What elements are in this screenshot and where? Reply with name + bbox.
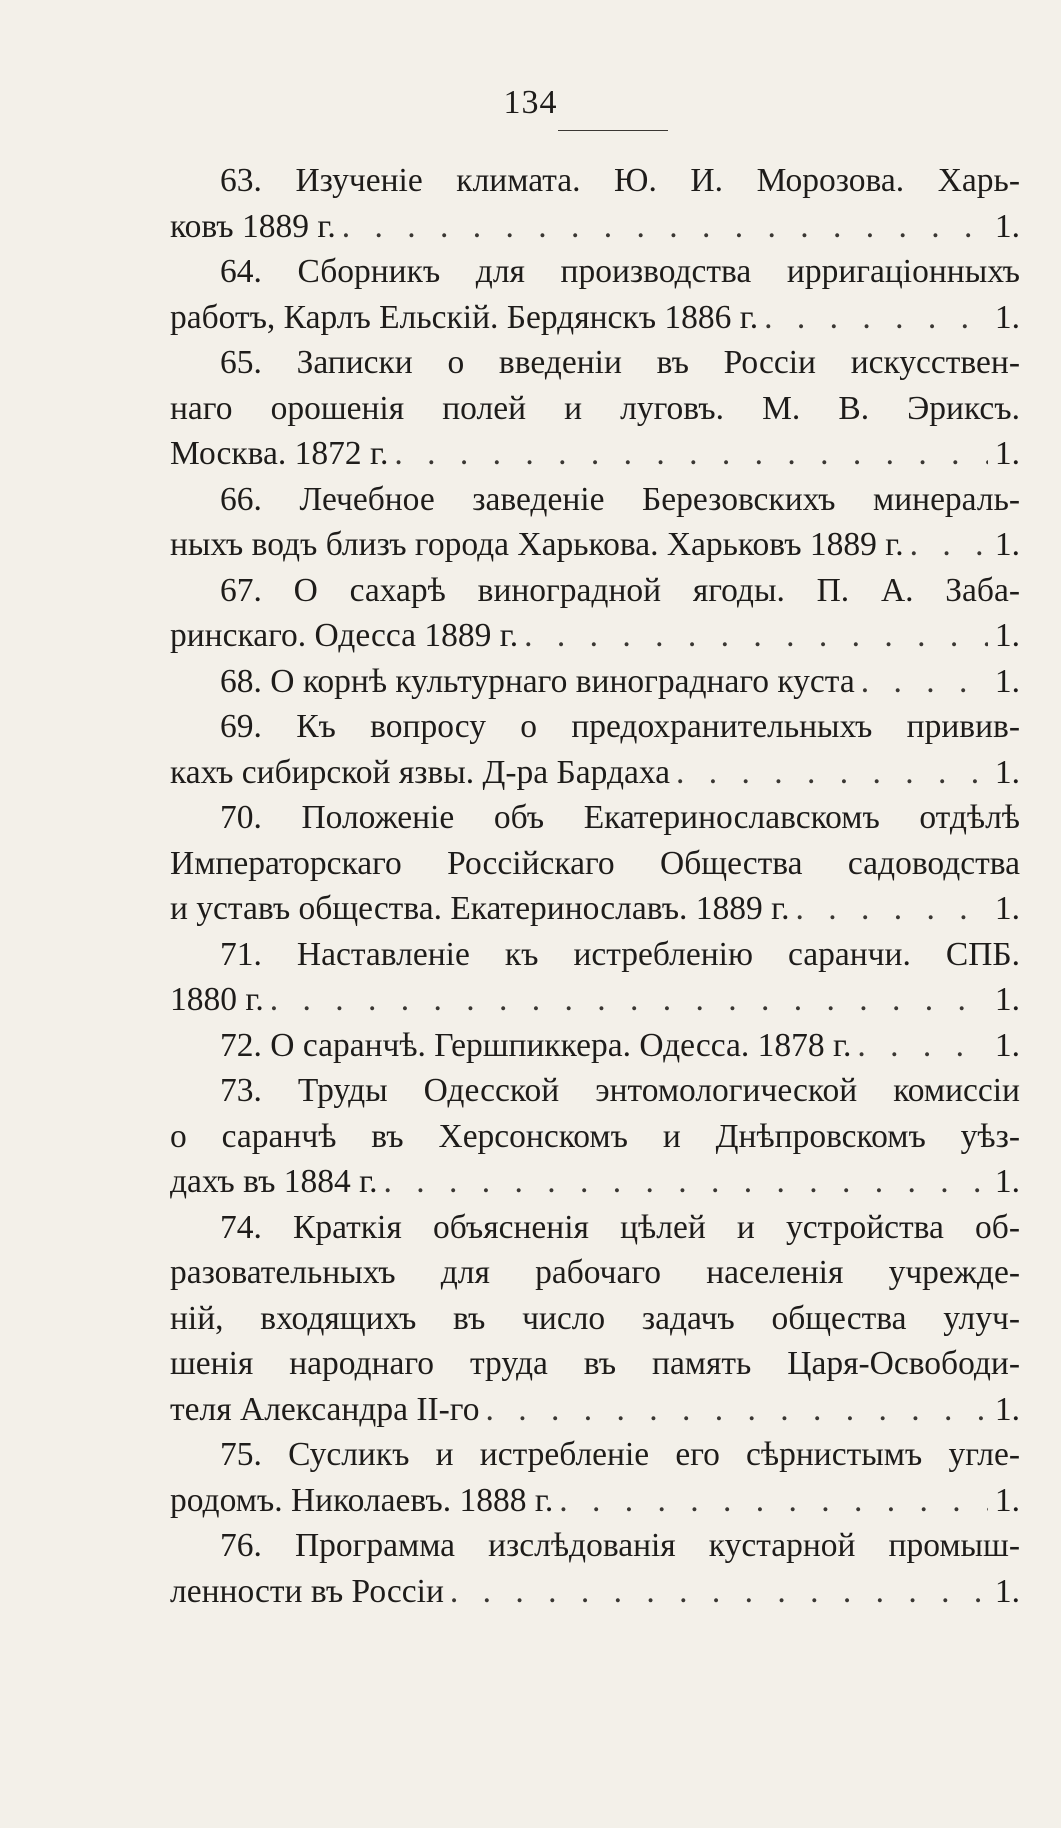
- entry-line: [170, 613, 1020, 659]
- entry-text: 67. О сахарѣ виноградной ягоды. П. А. Заба-: [220, 571, 1020, 609]
- entry-text: ленности въ Россіи: [170, 1572, 444, 1610]
- catalog-entry: [170, 1205, 1020, 1433]
- entry-line: [170, 1296, 1020, 1342]
- entry-text: ринскаго. Одесса 1889 г.: [170, 617, 519, 654]
- catalog-entry: [170, 158, 1020, 249]
- copy-count: 1.: [994, 1026, 1020, 1064]
- catalog-entry: [170, 1523, 1020, 1614]
- dot-leader: [670, 750, 988, 796]
- entry-line: [170, 522, 1020, 568]
- entry-text: теля Александра II-го: [170, 1390, 480, 1428]
- entry-line: [170, 704, 1020, 750]
- entry-line: [170, 1387, 1020, 1433]
- catalog-entry: [170, 795, 1020, 932]
- entry-text: 68. О корнѣ культурнаго винограднаго куста: [220, 662, 855, 700]
- copy-count: 1.: [994, 298, 1020, 336]
- entry-line: [170, 386, 1020, 432]
- entry-line: [170, 204, 1020, 250]
- catalog-entry: [170, 1068, 1020, 1205]
- dot-leader: [264, 977, 988, 1023]
- copy-count: 1.: [994, 617, 1020, 654]
- header-rule: [558, 130, 668, 131]
- entry-text: 74. Краткія объясненія цѣлей и устройства об-: [220, 1208, 1020, 1246]
- entry-line: [170, 1114, 1020, 1160]
- entry-text: шенія народнаго труда въ память Царя-Освободи-: [170, 1345, 1020, 1382]
- entry-line: [170, 1205, 1020, 1251]
- entry-line: [170, 249, 1020, 295]
- entry-text: 70. Положеніе объ Екатеринославскомъ отдѣлѣ: [220, 799, 1020, 836]
- page-number: 134: [503, 84, 558, 121]
- dot-leader: [444, 1569, 988, 1615]
- entry-text: ныхъ водъ близъ города Харькова. Харьковъ 1889 г.: [170, 526, 904, 563]
- entry-text: разовательныхъ для рабочаго населенія учрежде-: [170, 1254, 1020, 1291]
- entry-line: [170, 1023, 1020, 1069]
- entry-text: кахъ сибирской язвы. Д-ра Бардаха: [170, 753, 671, 791]
- dot-leader: [851, 1023, 988, 1069]
- copy-count: 1.: [994, 1572, 1020, 1610]
- copy-count: 1.: [994, 207, 1020, 245]
- entry-line: [170, 1569, 1020, 1615]
- entry-line: [170, 477, 1020, 523]
- copy-count: 1.: [994, 890, 1020, 927]
- entry-text: Императорскаго Россійскаго Общества садоводства: [170, 844, 1020, 882]
- copy-count: 1.: [994, 526, 1020, 563]
- entry-line: [170, 1068, 1020, 1114]
- copy-count: 1.: [994, 435, 1020, 472]
- entry-text: родомъ. Николаевъ. 1888 г.: [170, 1481, 554, 1519]
- catalog-entries: [170, 158, 1020, 1614]
- entry-text: 73. Труды Одесской энтомологической комиссіи: [220, 1072, 1020, 1109]
- catalog-entry: [170, 477, 1020, 568]
- dot-leader: [388, 431, 988, 477]
- entry-line: [170, 795, 1020, 841]
- entry-line: [170, 340, 1020, 386]
- entry-line: [170, 1159, 1020, 1205]
- copy-count: 1.: [994, 1163, 1020, 1200]
- entry-line: [170, 750, 1020, 796]
- entry-line: [170, 886, 1020, 932]
- entry-text: наго орошенія полей и луговъ. М. В. Эриксъ.: [170, 389, 1020, 427]
- entry-text: 66. Лечебное заведеніе Березовскихъ минераль-: [220, 480, 1020, 518]
- dot-leader: [336, 204, 988, 250]
- catalog-entry: [170, 249, 1020, 340]
- entry-line: [170, 1341, 1020, 1387]
- catalog-entry: [170, 704, 1020, 795]
- dot-leader: [377, 1159, 988, 1205]
- entry-text: 72. О саранчѣ. Гершпиккера. Одесса. 1878 г.: [220, 1026, 852, 1064]
- copy-count: 1.: [994, 753, 1020, 791]
- entry-text: о саранчѣ въ Херсонскомъ и Днѣпровскомъ уѣз-: [170, 1117, 1020, 1155]
- entry-text: работъ, Карлъ Ельскій. Бердянскъ 1886 г.: [170, 298, 759, 336]
- entry-text: ковъ 1889 г.: [170, 207, 336, 245]
- entry-line: [170, 932, 1020, 978]
- catalog-entry: [170, 1023, 1020, 1069]
- entry-line: [170, 295, 1020, 341]
- entry-line: [170, 1432, 1020, 1478]
- entry-text: 71. Наставленіе къ истребленію саранчи. СПБ.: [220, 935, 1020, 973]
- copy-count: 1.: [994, 981, 1020, 1018]
- entry-text: 69. Къ вопросу о предохранительныхъ привив-: [220, 708, 1020, 745]
- copy-count: 1.: [994, 1390, 1020, 1428]
- entry-line: [170, 1478, 1020, 1524]
- catalog-entry: [170, 568, 1020, 659]
- entry-line: [170, 1250, 1020, 1296]
- dot-leader: [855, 659, 988, 705]
- entry-line: [170, 568, 1020, 614]
- entry-text: дахъ въ 1884 г.: [170, 1163, 378, 1200]
- entry-text: и уставъ общества. Екатеринославъ. 1889 г.: [170, 890, 790, 927]
- entry-text: ній, входящихъ въ число задачъ общества улуч-: [170, 1299, 1020, 1337]
- entry-text: 75. Сусликъ и истребленіе его сѣрнистымъ угле-: [220, 1436, 1020, 1473]
- copy-count: 1.: [994, 1481, 1020, 1519]
- dot-leader: [789, 886, 988, 932]
- entry-text: 76. Программа изслѣдованія кустарной промыш-: [220, 1527, 1020, 1564]
- entry-text: 64. Сборникъ для производства ирригаціонныхъ: [220, 253, 1020, 290]
- entry-line: [170, 977, 1020, 1023]
- entry-line: [170, 659, 1020, 705]
- entry-text: 63. Изученіе климата. Ю. И. Морозова. Харь-: [220, 162, 1020, 199]
- dot-leader: [518, 613, 988, 659]
- dot-leader: [758, 295, 988, 341]
- copy-count: 1.: [994, 662, 1020, 700]
- catalog-entry: [170, 340, 1020, 477]
- entry-text: 1880 г.: [170, 981, 264, 1018]
- catalog-entry: [170, 659, 1020, 705]
- dot-leader: [553, 1478, 988, 1524]
- entry-line: [170, 841, 1020, 887]
- entry-text: Москва. 1872 г.: [170, 435, 389, 472]
- entry-text: 65. Записки о введеніи въ Россіи искусствен-: [220, 344, 1020, 381]
- entry-line: [170, 431, 1020, 477]
- catalog-entry: [170, 932, 1020, 1023]
- catalog-entry: [170, 1432, 1020, 1523]
- entry-line: [170, 1523, 1020, 1569]
- dot-leader: [479, 1387, 988, 1433]
- dot-leader: [904, 522, 988, 568]
- entry-line: [170, 158, 1020, 204]
